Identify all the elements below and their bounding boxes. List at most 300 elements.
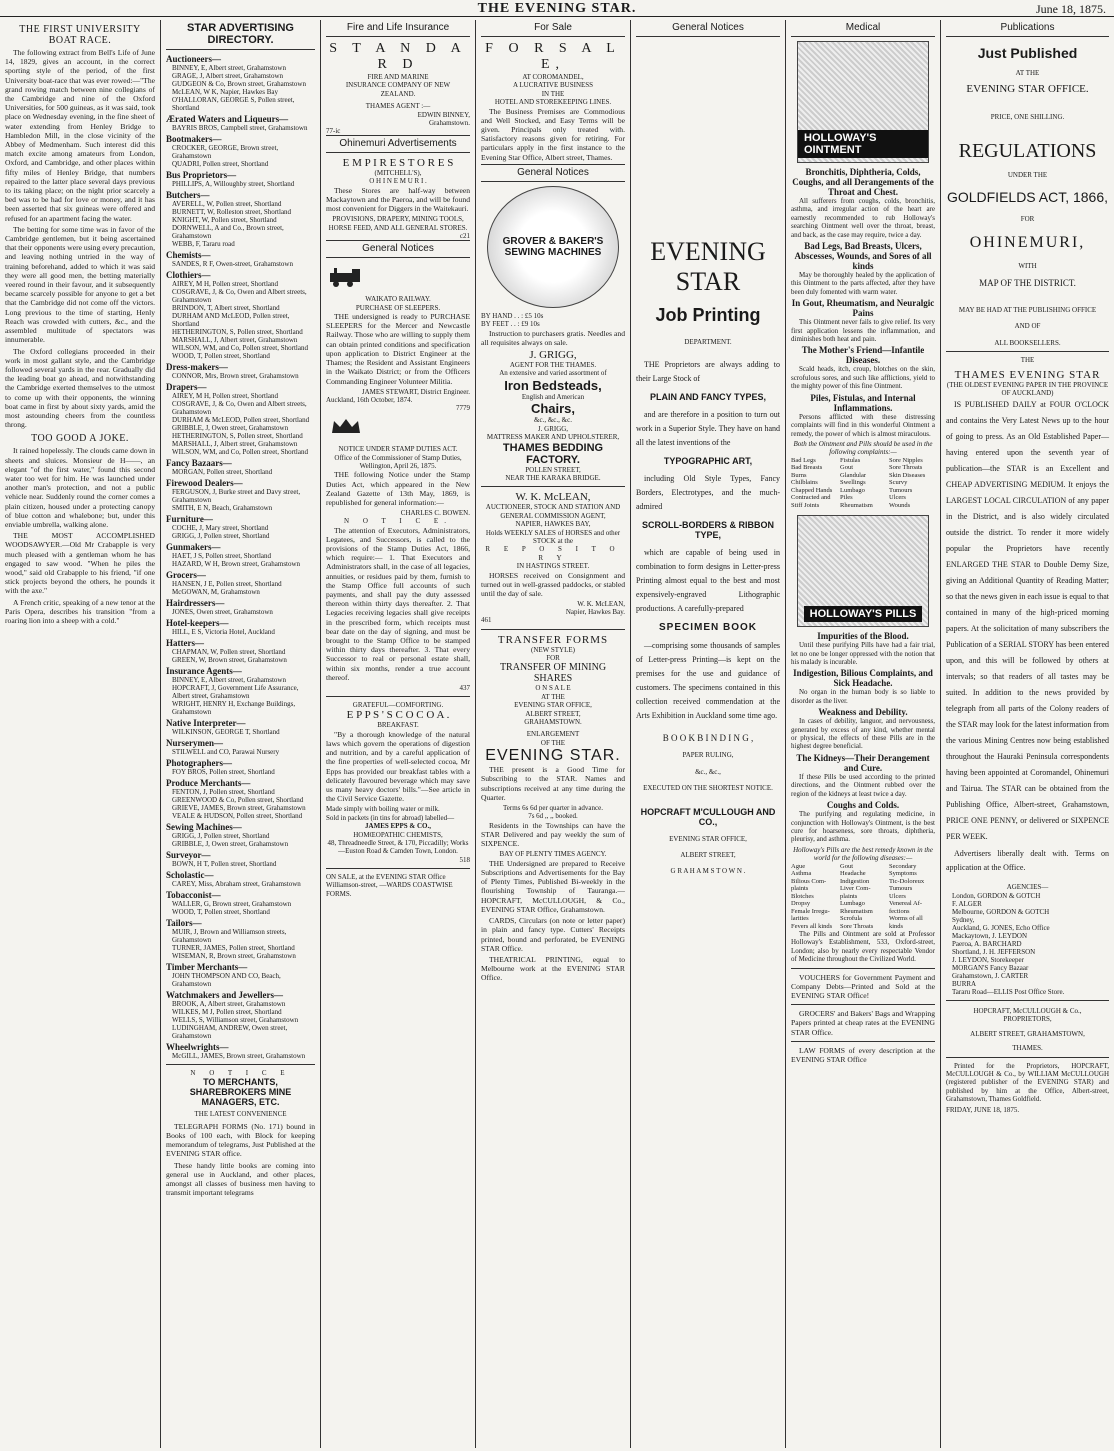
disease-item: Symptoms xyxy=(889,870,917,878)
disease-item: Ague xyxy=(791,862,806,870)
ointment-engraving xyxy=(797,41,929,163)
directory-entry: BOWN, H T, Pollen street, Shortland xyxy=(172,860,277,868)
column-job-printing xyxy=(631,20,785,1448)
disease-item: plaints xyxy=(840,892,858,900)
typographic-art: TYPOGRAPHIC ART, xyxy=(663,456,753,467)
directory-category: Auctioneers— xyxy=(166,54,221,64)
directory-entry: WELLS, S, Williamson street, Grahamstown xyxy=(172,1016,299,1024)
pollen-street: POLLEN STREET, xyxy=(525,465,581,474)
grigg-agent: AGENT FOR THE THAMES. xyxy=(509,361,597,370)
article-paragraph: A French critic, speaking of a new tenor at the Paris Opera, describes his transition "from a roaring lion into a sheep with a cold." xyxy=(5,597,155,625)
directory-entry: DORNWELL, A and Co., Brown street, Grahamstown xyxy=(172,224,284,240)
directory-entry: TURNER, JAMES, Pollen street, Shortland xyxy=(172,944,295,952)
disease-item: Rheumatism xyxy=(840,907,873,915)
masthead xyxy=(0,0,1114,17)
mothers-friend-text: Scald heads, itch, croup, blotches on the skin, scrofulous sores, and such like afflictions, yield to the mighty power of this fine Ointment. xyxy=(791,365,935,391)
of-the: OF THE xyxy=(540,738,566,747)
epps-text: "By a thorough knowledge of the natural laws which govern the operations of digestion and nutrition, and by a careful application of the fine properties of well-selected cocoa, Mr Epps has provided our breakfast tables with a delicately flavoured beverage which may save us many heavy doctors' bills."—See article in the Civil Service Gazette. xyxy=(326,729,470,804)
sewing-machine-emblem: GROVER & BAKER'S SEWING MACHINES xyxy=(487,186,619,308)
directory-entry: WILKES, M J, Pollen street, Shortland xyxy=(172,1008,282,1016)
directory-entry: GRIGG, J, Pollen street, Shortland xyxy=(172,532,270,540)
directory-category: Sewing Machines— xyxy=(166,822,242,832)
bronchitis-text: All sufferers from coughs, colds, bronchitis, asthma, and irregular action of the heart are earnestly recommended to rub Holloway's searching Ointment well over the throat, breast, and back, as the case may require, twice a day. xyxy=(791,197,935,239)
at-the: AT THE xyxy=(1015,69,1040,77)
directory-entry: GRIGG, J, Pollen street, Shortland xyxy=(172,832,270,840)
etcetera: &c., &c., &c. xyxy=(534,416,572,425)
directory-entry: WISEMAN, R, Brown street, Grahamstown xyxy=(172,952,296,960)
holloway-footer: The Pills and Ointment are sold at Professor Holloway's Establishment, 533, Oxford-street, London; also by nearly every respectable Vendor of Medicine throughout the Civilized World. xyxy=(791,930,935,964)
directory-entry: DURHAM & McLEOD, Pollen street, Shortland xyxy=(172,416,310,424)
napier-signature: Napier, Hawkes Bay. xyxy=(565,608,625,617)
bronchitis-heading: Bronchitis, Diphtheria, Colds, Coughs, and all Derangements of the Throat and Chest. xyxy=(792,167,934,197)
ailment-item: Stiff Joints xyxy=(791,501,820,509)
impurities-heading: Impurities of the Blood. xyxy=(817,631,909,642)
article-paragraph: The Oxford collegians proceeded in their work in most gallant style, and the Cambridge followed several yards in the rear. Gradually did the leading boat go ahead, and notwithstanding the Cambridge exerted themselves to the utmost to come up with their opponents, the winning boat came in first by about sixty yards, amid the most astounding cheers from the countless throng. xyxy=(5,346,155,430)
superior-style-text: and are therefore in a position to turn out work in a Superior Style. They have on hand all the latest inventions of the xyxy=(636,410,780,448)
directory-category: Native Interpreter— xyxy=(166,718,246,728)
directory-entry: HANSEN, J E, Pollen street, Shortland xyxy=(172,580,282,588)
agencies-list xyxy=(946,892,1109,996)
disease-item: larities xyxy=(791,915,809,923)
chairs: Chairs, xyxy=(530,401,576,417)
article-paragraph: It rained hopelessly. The clouds came down in sheets and sluices. Monsieur de H——, an elegant "of the first water," found this second water too wet for him. He was launched under another man's protection, and not a public vehicle near. Suddenly round the corner comes a plain citizen, housed under a protecting canopy of blue cotton and whalebone; but, under this enviable umbrella, walking alone. xyxy=(5,446,155,529)
directory-entry: GREEN, W, Brown street, Grahamstown xyxy=(172,656,287,664)
bookbinding: B O O K B I N D I N G , xyxy=(662,733,754,744)
etc: &c., &c., xyxy=(695,767,721,776)
divider xyxy=(326,696,470,697)
section-heading: Ohinemuri Advertisements xyxy=(326,135,470,153)
directory-entry: COSGRAVE, J, & Co, Owen and Albert streets, Grahamstown xyxy=(172,400,307,416)
new-zealand: ZEALAND. xyxy=(380,89,416,98)
directory-entry: CROCKER, GEORGE, Brown street, Grahamstown xyxy=(172,144,279,160)
ad-number: 437 xyxy=(459,684,470,692)
in-the: IN THE xyxy=(541,89,565,98)
disease-item: Sore Throats xyxy=(840,922,874,930)
sold-packets: Sold in packets (in tins for abroad) labelled— xyxy=(326,813,455,822)
disease-item: Dropsy xyxy=(791,900,811,908)
agency-entry: Mackaytown, J. LEYDON xyxy=(952,931,1028,940)
transfer-mining: TRANSFER OF MINING xyxy=(499,662,607,674)
law-forms-text: LAW FORMS of every description at the EVENING STAR Office xyxy=(791,1045,935,1065)
directory-category: Hairdressers— xyxy=(166,598,225,608)
directory-category: Tobacconist— xyxy=(166,890,221,900)
directory-category: Wheelwrights— xyxy=(166,1042,229,1052)
column-directory xyxy=(161,20,320,1448)
proprietors-text: THE Proprietors are always adding to their Large Stock of xyxy=(636,360,780,384)
directory-entry: MORGAN, Pollen street, Shortland xyxy=(172,468,273,476)
disease-item: Liver Com- xyxy=(840,885,871,893)
new-style: (NEW STYLE) xyxy=(531,645,575,654)
thames: THAMES. xyxy=(1012,1044,1043,1053)
napier: NAPIER, HAWKES BAY, xyxy=(515,520,591,529)
by-hand-price: BY HAND . . : £5 10s xyxy=(481,311,544,320)
disease-item: Indigestion xyxy=(840,877,870,885)
sale-text: The Business Premises are Commodious and Well Stocked, and Easy Terms will be given. Principals only treated with. Satisfactory reasons given for retiring. For particulars apply in the first instance to the Evening Star Office, Albert street, Thames. xyxy=(481,106,625,162)
directory-entry: FENTON, J, Pollen street, Shortland xyxy=(172,788,275,796)
hopcraft-heading: HOPCRAFT, McCULLOUGH & Co., xyxy=(973,1006,1082,1015)
diseases-table xyxy=(791,863,935,931)
section-heading: Medical xyxy=(791,20,935,37)
all-booksellers: ALL BOOKSELLERS. xyxy=(994,338,1061,347)
ailment-item: Sore Throats xyxy=(889,464,923,472)
telegraph-text-2: These handy little books are coming into general use in Auckland, and other places, amongst all classes of business men having to transmit important telegrams xyxy=(166,1160,315,1198)
merchants-heading: TO MERCHANTS, SHAREBROKERS MINE MANAGERS, ETC. xyxy=(189,1077,292,1108)
theatrical-text: THEATRICAL PRINTING, equal to Melbourne work at the EVENING STAR Office. xyxy=(481,954,625,983)
hastings-street: IN HASTINGS STREET. xyxy=(516,562,590,571)
proprietors: PROPRIETORS, xyxy=(1003,1015,1052,1024)
directory-category: Photographers— xyxy=(166,758,232,768)
evening-star-heading: EVENING STAR xyxy=(650,237,766,296)
directory-entry: McGILL, JAMES, Brown street, Grahamstown xyxy=(172,1052,306,1060)
directory-category: Grocers— xyxy=(166,570,206,580)
ailment-item: Bad Breasts xyxy=(791,464,823,472)
goldfields-act: GOLDFIELDS ACT, 1866, xyxy=(946,189,1109,206)
stamp-office: Office of the Commissioner of Stamp Duties, Wellington, April 26, 1875. xyxy=(334,453,462,470)
section-heading: General Notices xyxy=(481,164,625,182)
directory-category: Hatters— xyxy=(166,638,204,648)
directory-category: Butchers— xyxy=(166,190,210,200)
directory-entry: CONNOR, Mrs, Brown street, Grahamstown xyxy=(172,372,299,380)
disease-item: Asthma xyxy=(791,870,812,878)
disease-item: Ulcers xyxy=(889,892,906,900)
disease-item: Scrofula xyxy=(840,915,863,923)
agency-entry: BURRA xyxy=(952,979,977,988)
directory-entry: WILSON, WM, and Co, Pollen street, Shortland xyxy=(172,448,308,456)
gout-heading: In Gout, Rheumatism, and Neuralgic Pains xyxy=(791,298,935,319)
sleepers-signature: JAMES STEWART, District Engineer. xyxy=(361,387,470,396)
divider xyxy=(946,1057,1109,1058)
directory-entry: SMITH, E N, Beach, Grahamstown xyxy=(172,504,273,512)
notice-text: The attention of Executors, Administrators, Legatees, and Successors, is called to the provisions of the Stamp Duties Act, 1866, which require:— 1. That Executors and Administrators shall, in the case of all legacies, annuities, or residues paid by them, furnish to the Stamp Office full accounts of such payments, and shall pay the duty assessed thereon within thirty days thereafter. 2. That Legacies receiving legacies shall give receipts in the prescribed form, which receipts must bear date on the day of signing, and must be brought to the Stamp Office to be stamped within thirty days thereafter. 3. That every Successor to real or personal estate shall, within six months, render a true account thereof. xyxy=(326,525,470,682)
directory-entry: COSGRAVE, J, & Co, Owen and Albert streets, Grahamstown xyxy=(172,288,307,304)
james-epps: JAMES EPPS & CO., xyxy=(365,822,431,831)
grocers-text: GROCERS' and Bakers' Bags and Wrapping Papers printed at cheap rates at the EVENING STAR Office. xyxy=(791,1009,935,1037)
directory-entry: GRIBBLE, J, Owen street, Grahamstown xyxy=(172,840,289,848)
purchase-sleepers: PURCHASE OF SLEEPERS. xyxy=(355,303,441,312)
directory-entry: SANDES, R F, Owen-street, Grahamstown xyxy=(172,260,293,268)
issue-date: June 18, 1875. xyxy=(1036,2,1106,16)
directory-entry: WRIGHT, HENRY H, Exchange Buildings, Grahamstown xyxy=(172,700,296,716)
piles-heading: Piles, Fistulas, and Internal Inflammations. xyxy=(810,392,916,413)
directory-entry: HAZARD, W H, Brown street, Grahamstown xyxy=(172,560,301,568)
directory-entry: McGOWAN, M, Grahamstown xyxy=(172,588,260,596)
ad-number: 77-ic xyxy=(326,126,341,135)
directory-category: Gunmakers— xyxy=(166,542,221,552)
albert-street: ALBERT STREET, xyxy=(680,851,736,860)
advertisers-text: Advertisers liberally dealt with. Terms on application at the Office. xyxy=(946,849,1109,873)
bop-text: THE Undersigned are prepared to Receive Subscriptions and Advertisements for the Bay of Plenty Times, Published Bi-weekly in the flourishing Township of Tauranga.— HOPCRAFT, McCULLOUGH, & Co., EVENING STAR Office, Grahamstown. xyxy=(481,858,625,914)
may-be-had: MAY BE HAD AT THE PUBLISHING OFFICE xyxy=(958,306,1097,315)
breakfast: BREAKFAST. xyxy=(377,721,419,730)
divider xyxy=(791,1004,935,1005)
agency-entry: Tararu Road—ELLIS Post Office Store. xyxy=(952,987,1065,996)
directory-entry: WILKINSON, GEORGE T, Shortland xyxy=(172,728,280,736)
agency-entry: Melbourne, GORDON & GOTCH xyxy=(952,907,1050,916)
directory-entry: HETHERINGTON, S, Pollen street, Shortland xyxy=(172,328,303,336)
the-label: THE xyxy=(1020,356,1035,365)
indigestion-text: No organ in the human body is so liable to disorder as the liver. xyxy=(791,688,935,705)
under-the: UNDER THE xyxy=(1007,170,1048,179)
directory-entry: HETHERINGTON, S, Pollen street, Shortland xyxy=(172,432,303,440)
ad-number: c21 xyxy=(459,232,470,241)
divider xyxy=(791,968,935,969)
kidneys-text: If these Pills be used according to the printed directions, and the Ointment rubbed over the region of the kidneys at least twice a day. xyxy=(791,772,935,798)
directory-category: Chemists— xyxy=(166,250,211,260)
residents-text: Residents in the Townships can have the STAR Delivered and pay weekly the sum of SIXPENCE. xyxy=(481,820,625,849)
agency-entry: Grahamstown, J. CARTER xyxy=(952,971,1029,980)
divider xyxy=(946,351,1109,352)
column-publications xyxy=(941,20,1114,1448)
impurities-text: Until these purifying Pills have had a fair trial, let no one be longer oppressed with the notion that his malady is incurable. xyxy=(791,641,935,667)
section-heading: General Notices xyxy=(636,20,780,37)
directory-entry: MARSHALL, J, Albert street, Grahamstown xyxy=(172,440,298,448)
directory-entry: WOOD, T, Pollen street, Shortland xyxy=(172,908,270,916)
ointment-banner: HOLLOWAY'S OINTMENT xyxy=(798,130,928,158)
epps-cocoa: E P P S ' S C O C O A . xyxy=(346,709,450,722)
directory-entry: KNIGHT, W, Pollen street, Shortland xyxy=(172,216,277,224)
directory-entry: BAYRIS BROS, Campbell street, Grahamstown xyxy=(172,124,308,132)
column-insurance xyxy=(321,20,475,1448)
pills-banner: HOLLOWAY'S PILLS xyxy=(804,606,923,622)
directory-entry: MUIR, J, Brown and Williamson streets, Grahamstown xyxy=(172,928,287,944)
directory-entry: WALLER, G, Brown street, Grahamstown xyxy=(172,900,292,908)
directory-entry: AIREY, M H, Pollen street, Shortland xyxy=(172,280,279,288)
directory-entry: DURHAM AND McLEOD, Pollen street, Shortland xyxy=(172,312,290,328)
crown-icon xyxy=(326,415,366,437)
ad-number: 7779 xyxy=(456,404,470,413)
directory-category: Insurance Agents— xyxy=(166,666,242,676)
directory-entry: JONES, Owen street, Grahamstown xyxy=(172,608,273,616)
directory-entry: WILSON, WM, and Co, Pollen street, Shortland xyxy=(172,344,308,352)
published-daily-text: IS PUBLISHED DAILY at FOUR O'CLOCK and contains the Very Latest News up to the hour of going to press. As an Old Established Paper—having entered upon the seventh year of publication—the STAR is an Excellent and CHEAP ADVERTISING MEDIUM. It enjoys the LARGEST LOCAL CIRCULATION of any paper in the District, and is also widely circulated outside the district. To render it more widely popular the Proprietors have recently ENLARGED THE STAR to Double Demy Size, giving an Additional Quantity of Reading Matter; so that the news given in each issue is equal to that contained in many of the high-priced morning papers. At the solicitation of many subscribers the Publication of a SERIAL STORY has been entered upon, and this will be followed by others at intervals; so that readers of all tastes may be suited. In addition to the news provided by telegraph from all parts of the Colony readers of the STAR may look for the latest information from the various Mining Centres now being established throughout the Hauraki Peninsula correspondents having been appointed at Coromandel, Ohinemuri and Tairua. The STAR can be obtained from the Publishing Office, Albert-street, Grahamstown, PRICE ONE PENNY, or delivered or SIXPENCE PER WEEK. xyxy=(946,400,1110,842)
disease-item: Fevers all kinds xyxy=(791,922,833,930)
directory-category: Hotel-keepers— xyxy=(166,618,229,628)
terms: Terms 6s 6d per quarter in advance. xyxy=(503,804,603,813)
vouchers-text: VOUCHERS for Government Payment and Company Debts—Printed and Sold at the EVENING STAR Office! xyxy=(791,972,935,1001)
printed-for: Printed for the Proprietors, HOPCRAFT, McCULLOUGH & Co., by WILLIAM McCULLOUGH (registered publisher of the EVENING STAR) and published by him at the Office, Albert-street, Grahamstown, Thames Goldfield. xyxy=(946,1061,1109,1104)
train-icon xyxy=(326,265,366,287)
waikato-railway: WAIKATO RAILWAY. xyxy=(365,295,431,304)
notice-title: N O T I C E. xyxy=(344,517,452,526)
directory-entry: HILL, E S, Victoria Hotel, Auckland xyxy=(172,628,275,636)
ailment-item: Glandular xyxy=(840,471,866,479)
specimen-book: SPECIMEN BOOK xyxy=(658,622,757,634)
english-american: English and American xyxy=(521,392,585,401)
disease-item: Worms of all xyxy=(889,915,923,923)
scroll-borders: SCROLL-BORDERS & RIBBON TYPE, xyxy=(642,520,774,541)
ad-number: 461 xyxy=(481,616,492,625)
piles-text: Persons afflicted with these distressing complaints will find in this wonderful Ointment a remedy, the power of which is almost miraculous. xyxy=(791,412,935,438)
provisions: PROVISIONS, DRAPERY, MINING TOOLS, HORSE FEED, AND ALL GENERAL STORES. xyxy=(328,215,468,232)
disease-item: plaints xyxy=(791,885,809,893)
section-heading: Publications xyxy=(946,20,1109,37)
directory-entry: LUDINGHAM, ANDREW, Owen street, Grahamstown xyxy=(172,1024,288,1040)
disease-item: Venereal Af- xyxy=(889,900,923,908)
ad-number: 518 xyxy=(459,855,470,864)
ailment-item: Gout xyxy=(840,464,853,472)
on-sale-forms: ON SALE, at the EVENING STAR Office Williamson-street, —WARDS COASTWISE FORMS. xyxy=(326,872,453,898)
insurance-company: INSURANCE COMPANY OF NEW xyxy=(345,81,451,90)
ailment-item: Skin Diseases xyxy=(889,471,926,479)
regulations: REGULATIONS xyxy=(958,139,1097,162)
directory-category: Nurserymen— xyxy=(166,738,223,748)
combination-text: which are capable of being used in combination to form designs in Letter-press Printing almost equal to the best and most expensively-engraved Lithographic productions. A carefully-prepared xyxy=(636,548,780,614)
grateful-comforting: GRATEFUL—COMFORTING. xyxy=(352,701,444,709)
directory-entry: CHAPMAN, W, Pollen street, Shortland xyxy=(172,648,286,656)
made-simply: Made simply with boiling water or milk. xyxy=(326,805,440,814)
section-heading: General Notices xyxy=(326,240,470,258)
agency-entry: Paeroa, A. BARCHARD xyxy=(952,939,1022,948)
disease-item: Bilious Com- xyxy=(791,877,827,885)
specimen-text: —comprising some thousands of samples of Letter-press Printing—is kept on the premises for the use and guidance of customers. The specimens contained in this collection received commendation at the Arts Exhibition in Auckland some time ago. xyxy=(636,641,780,721)
directory-category: Furniture— xyxy=(166,514,213,524)
column-boat-race xyxy=(0,20,160,1448)
divider xyxy=(166,1064,315,1065)
cards-text: CARDS, Circulars (on note or letter paper) in plain and fancy type. Cutters' Receipts printed, bound and perforated, be EVENING STAR Office. xyxy=(481,916,625,953)
disease-item: Tic-Doloreux xyxy=(889,877,925,885)
directory-entry: WOOD, T, Pollen street, Shortland xyxy=(172,352,270,360)
ailment-item: Piles xyxy=(840,494,853,502)
directory-entry: FOY BROS, Pollen street, Shortland xyxy=(172,768,275,776)
directory-entry: GRIBBLE, J, Owen street, Grahamstown xyxy=(172,424,289,432)
directory-category: Dress-makers— xyxy=(166,362,228,372)
disease-item: Gout xyxy=(840,862,853,870)
sleepers-text: THE undersigned is ready to PURCHASE SLEEPERS for the Mercer and Newcastle Railway. Those who are willing to supply them can obtain printed conditions and specification upon application to District Engineer at the Thames; the Resident and Assistant Engineers in the Waikato District; or from the Officers Commanding Engineer Volunteer Militia. xyxy=(326,312,470,386)
iron-bedsteads: Iron Bedsteads, xyxy=(504,377,602,393)
enlargement: ENLARGEMENT xyxy=(526,730,580,739)
agency-entry: MORGAN'S Fancy Bazaar xyxy=(952,963,1029,972)
albert-street: ALBERT STREET, GRAHAMSTOWN, xyxy=(970,1029,1085,1038)
article-paragraph: The betting for some time was in favor of the Cambridge gentlemen, but it being ascertained that their opponents were using every precaution, and leaving nothing untried in the way of training beforehand, added to which it was said they were all good men, the betting materially veered round in their favour, and it subsequently became scarcely possible for anyone to get a bet that the Cambridge did not come off the victors. Long previous to the time of starting, Henly Reach was crowded with cutters, &c., and the assembled multitude of spectators was innumerable. xyxy=(5,224,155,345)
grahamstown: GRAHAMSTOWN. xyxy=(524,718,582,727)
ailment-item: Sore Nipples xyxy=(889,456,923,464)
auctioneer: AUCTIONEER, STOCK AND STATION AND xyxy=(485,503,621,512)
directory-entry: O'HALLORAN, GEORGE S, Pollen street, Shortland xyxy=(172,96,295,112)
executed-notice: EXECUTED ON THE SHORTEST NOTICE. xyxy=(643,784,773,793)
ohinemuri-title: O H I N E M U R I . xyxy=(369,177,427,186)
directory-category: Watchmakers and Jewellers— xyxy=(166,990,283,1000)
directory-entry: BRINDON, T, Albert street, Shortland xyxy=(172,304,280,312)
directory-entry: GRIEVE, JAMES, Brown street, Grahamstown xyxy=(172,804,306,812)
albert-street: ALBERT STREET, xyxy=(525,709,581,718)
for-label: FOR xyxy=(546,653,560,662)
commission-agent: GENERAL COMMISSION AGENT, xyxy=(500,511,606,520)
epps-address: 48, Threadneedle Street, & 170, Piccadilly; Works—Euston Road & Camden Town, London. xyxy=(327,839,469,856)
ailment-item: Wounds xyxy=(889,501,911,509)
evening-star-office: EVENING STAR OFFICE. xyxy=(966,83,1089,96)
directory-entry: PHILLIPS, A, Willoughby street, Shortland xyxy=(172,180,295,188)
paper-ruling: PAPER RULING, xyxy=(682,751,734,760)
divider xyxy=(791,1041,935,1042)
agencies-heading: AGENCIES— xyxy=(1006,883,1049,892)
directory-entry: GREENWOOD & Co, Pollen street, Shortland xyxy=(172,796,304,804)
at-the: AT THE xyxy=(541,692,565,701)
booked: 7s 6d ,, ,, booked. xyxy=(528,812,578,821)
agency-entry: Shortland, J. H. JEFFERSON xyxy=(952,947,1036,956)
transfer-forms: TRANSFER FORMS xyxy=(497,633,609,646)
coromandel: AT COROMANDEL, xyxy=(522,73,584,81)
job-printing-heading: Job Printing xyxy=(655,305,761,325)
by-feet-price: BY FEET . . : £9 10s xyxy=(481,320,540,329)
for-sale-title: F O R S A L E, xyxy=(485,41,621,72)
standard-title: S T A N D A R D xyxy=(329,41,467,72)
hopcraft-heading: HOPCRAFT M'CULLOUGH AND CO., xyxy=(640,806,776,827)
hotel-lines: HOTEL AND STOREKEEPING LINES. xyxy=(494,98,612,107)
disease-item: Secondary xyxy=(889,862,917,870)
directory-entry: BINNEY, E, Albert street, Grahamstown xyxy=(172,676,286,684)
directory-category: Produce Merchants— xyxy=(166,778,251,788)
directory-entry: CAREY, Miss, Abraham street, Grahamstown xyxy=(172,880,301,888)
directory-entry: JOHN THOMPSON AND CO, Beach, Grahamstown xyxy=(172,972,281,988)
mitchells: (MITCHELL'S), xyxy=(374,169,422,178)
directory-category: Ærated Waters and Liqueurs— xyxy=(166,114,289,124)
ailment-item: Chapped Hands xyxy=(791,486,833,494)
column-for-sale xyxy=(476,20,630,1448)
and-of: AND OF xyxy=(1014,322,1041,331)
horses-text: HORSES received on Consignment and turned out in well-grassed paddocks, or stabled until the day of sale. xyxy=(481,570,625,598)
agent-place: Grahamstown. xyxy=(428,118,470,127)
bad-legs-heading: Bad Legs, Bad Breasts, Ulcers, Abscesses, Wounds, and Sores of all kinds xyxy=(794,241,932,272)
empire-text: These Stores are half-way between Mackaytown and the Paeroa, and will be found most convenient for Diggers in the Waitekauri. xyxy=(326,185,470,214)
directory-entry: GUDGEON & Co, Brown street, Grahamstown xyxy=(172,80,306,88)
notice-heading: N O T I C E xyxy=(190,1069,291,1077)
agency-entry: London, GORDON & GOTCH xyxy=(952,891,1041,900)
stamp-notice: NOTICE UNDER STAMP DUTIES ACT. xyxy=(338,445,458,454)
price: PRICE, ONE SHILLING. xyxy=(990,113,1065,122)
agency-entry: F. ALGER xyxy=(952,899,982,908)
divider xyxy=(946,1000,1109,1001)
directory-entry: BURNETT, W, Rolleston street, Shortland xyxy=(172,208,292,216)
ailment-item: Rheumatism xyxy=(840,501,873,509)
pills-engraving xyxy=(797,515,929,627)
directory-heading: STAR ADVERTISING DIRECTORY. xyxy=(166,20,315,50)
plain-fancy-types: PLAIN AND FANCY TYPES, xyxy=(649,392,766,403)
directory-category: Bus Proprietors— xyxy=(166,170,237,180)
bedding-factory: THAMES BEDDING FACTORY. xyxy=(502,441,604,466)
indigestion-heading: Indigestion, Bilious Complaints, and Sick Headache. xyxy=(793,668,933,689)
directory-category: Timber Merchants— xyxy=(166,962,248,972)
grahamstown: G R A H A M S T O W N . xyxy=(670,867,746,876)
agent-name: EDWIN BINNEY, xyxy=(417,110,470,119)
divider xyxy=(481,629,625,630)
divider xyxy=(481,486,625,487)
evening-star-office: EVENING STAR OFFICE, xyxy=(514,701,592,710)
stamp-signature: CHARLES C. BOWEN. xyxy=(400,509,470,518)
oldest-paper: (THE OLDEST EVENING PAPER IN THE PROVINCE OF AUCKLAND) xyxy=(946,380,1109,398)
directory-entry: MARSHALL, J, Albert street, Grahamstown xyxy=(172,336,298,344)
instruction-text: Instruction to purchasers gratis. Needles and all requisites always on sale. xyxy=(481,328,625,347)
ailment-item: Lumbago xyxy=(840,486,865,494)
department: DEPARTMENT. xyxy=(684,338,732,346)
directory-entry: McLEAN, W K, Napier, Hawkes Bay xyxy=(172,88,278,96)
disease-item: Female Irregu- xyxy=(791,907,830,915)
directory-list xyxy=(166,54,315,1060)
grigg-name-2: J. GRIGG, xyxy=(537,424,569,433)
old-style-text: including Old Style Types, Fancy Borders, Electrotypes, and the much-admired xyxy=(636,474,780,512)
evening-star-office: EVENING STAR OFFICE, xyxy=(669,834,747,843)
present-text: THE present is a Good Time for Subscribing to the STAR. Names and subscriptions received at any time during the Quarter. xyxy=(481,765,625,802)
ailment-item: Swellings xyxy=(840,479,866,487)
with-label: WITH xyxy=(1018,261,1037,270)
article-paragraph: THE MOST ACCOMPLISHED WOODSAWYER.—Old Mr Crabapple is very much pleased with a gentleman whom he has engaged to saw wood. "When he piles the wood," said old Crabapple to his friend, "if one stick projects beyond the others, he pounds it with the axe." xyxy=(5,531,155,596)
near-bridge: NEAR THE KARAKA BRIDGE. xyxy=(505,473,601,482)
disease-item: Blotches xyxy=(791,892,814,900)
ailments-table xyxy=(791,457,935,510)
directory-entry: FERGUSON, J, Burke street and Davy street, Grahamstown xyxy=(172,488,301,504)
disease-item: kinds xyxy=(889,922,904,930)
directory-category: Tailors— xyxy=(166,918,202,928)
on-sale: O N S A L E xyxy=(535,684,571,693)
